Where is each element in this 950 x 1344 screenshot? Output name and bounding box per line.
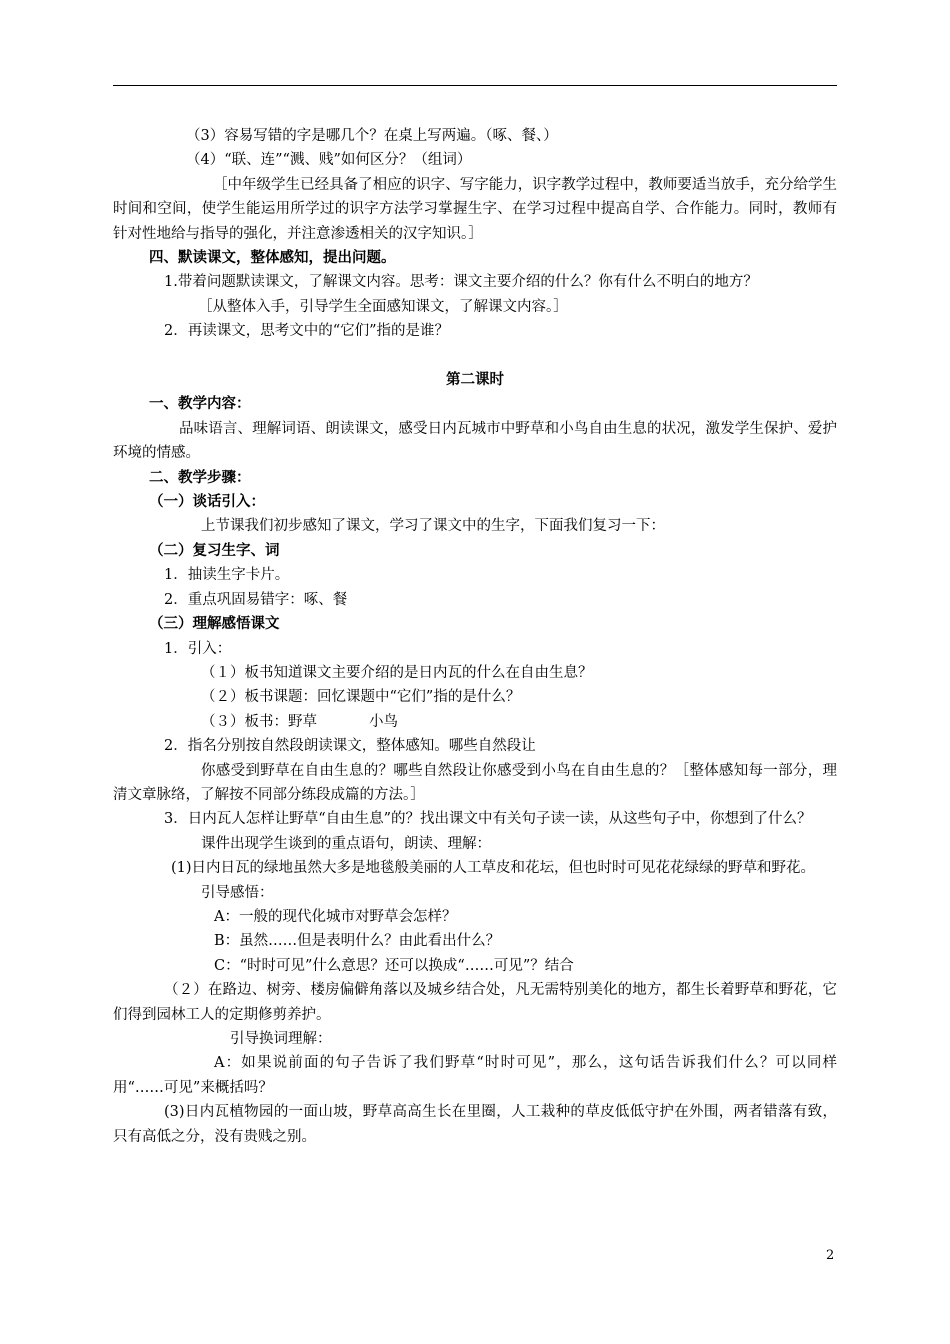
guide-c: C：“时时可见”什么意思？还可以换成“……可见”？结合: [214, 957, 574, 974]
quote-3: (3)日内瓦植物园的一面山坡，野草高高生长在里圈，人工栽种的草皮低低守护在外围，两者错落有致，只有高低之分，没有贵贱之别。: [113, 1104, 837, 1145]
step-2: 2．再读课文，思考文中的“它们”指的是谁？: [164, 323, 450, 340]
intro-text: 上节课我们初步感知了课文，学习了课文中的生字，下面我们复习一下：: [201, 518, 665, 535]
step-1-note: ［从整体入手，引导学生全面感知课文，了解课文内容。］: [198, 298, 568, 315]
board-3-bird: 小鸟: [369, 713, 398, 730]
item-3: （3）容易写错的字是哪几个？在桌上写两遍。（啄、餐、）: [186, 128, 558, 144]
understand-2-cont: 你感受到野草在自由生息的？哪些自然段让你感受到小鸟在自由生息的？［整体感知每一部分，理清文章脉络，了解按不同部分练段成篇的方法。］: [113, 762, 837, 803]
understand-2: 2．指名分别按自然段朗读课文，整体感知。哪些自然段让: [164, 738, 536, 755]
document-body: [113, 124, 837, 1149]
item-4: （4）“联、连”“溅、贱”如何区分？（组词）: [186, 152, 472, 169]
courseware-note: 课件出现学生谈到的重点语句，朗读、理解：: [201, 835, 491, 852]
board-2: （２）板书课题：回忆课题中“它们”指的是什么？: [201, 689, 521, 706]
subsection-2: （二）复习生字、词: [149, 541, 280, 559]
board-1: （１）板书知道课文主要介绍的是日内瓦的什么在自由生息？: [201, 664, 593, 681]
board-3: [113, 710, 837, 734]
subsection-3: （三）理解感悟课文: [149, 615, 280, 633]
understand-1: 1．引入：: [164, 640, 232, 657]
header-rule: [113, 85, 837, 86]
guide-label: 引导感悟：: [201, 884, 274, 901]
word-guide-label: 引导换词理解：: [230, 1031, 332, 1048]
section-steps-heading: 二、教学步骤：: [149, 468, 251, 486]
guide-b: B：虽然……但是表明什么？由此看出什么？: [214, 933, 501, 950]
word-guide-a: A：如果说前面的句子告诉了我们野草“时时可见”，那么，这句话告诉我们什么？可以同样用“……可见”来概括吗？: [113, 1055, 837, 1096]
board-3-label: （３）板书：野草: [201, 713, 317, 730]
section-heading-4: 四、默读课文，整体感知，提出问题。: [149, 249, 396, 267]
teaching-note: ［中年级学生已经具备了相应的识字、写字能力，识字教学过程中，教师要适当放手，充分给学生时间和空间，使学生能运用所学过的识字方法学习掌握生字、在学习过程中提高自学、合作能力。同时，教师有针对性地给与指导的强化，并注意渗透相关的汉字知识。］: [113, 176, 837, 242]
page-number: 2: [826, 1248, 835, 1263]
section-content-heading: 一、教学内容：: [149, 395, 251, 413]
content-paragraph: 品味语言、理解词语、朗读课文，感受日内瓦城市中野草和小鸟自由生息的状况，激发学生保护、爱护环境的情感。: [113, 420, 837, 462]
review-1: 1．抽读生字卡片。: [164, 567, 290, 584]
review-2: 2．重点巩固易错字：啄、餐: [164, 591, 348, 608]
guide-a: A：一般的现代化城市对野草会怎样？: [214, 908, 457, 925]
subsection-1: （一）谈话引入：: [149, 493, 265, 511]
lesson-title: 第二课时: [446, 371, 504, 389]
quote-2: （２）在路边、树旁、楼房偏僻角落以及城乡结合处，凡无需特别美化的地方，都生长着野草和野花，它们得到园林工人的定期修剪养护。: [113, 982, 837, 1023]
quote-1: (1)日内日瓦的绿地虽然大多是地毯般美丽的人工草皮和花坛，但也时时可见花花绿绿的野草和野花。: [171, 860, 816, 877]
step-1: 1.带着问题默读课文，了解课文内容。思考：课文主要介绍的什么？你有什么不明白的地方？: [164, 274, 758, 291]
understand-3: 3．日内瓦人怎样让野草“自由生息”的？找出课文中有关句子读一读，从这些句子中，你想到了什么？: [164, 811, 812, 828]
